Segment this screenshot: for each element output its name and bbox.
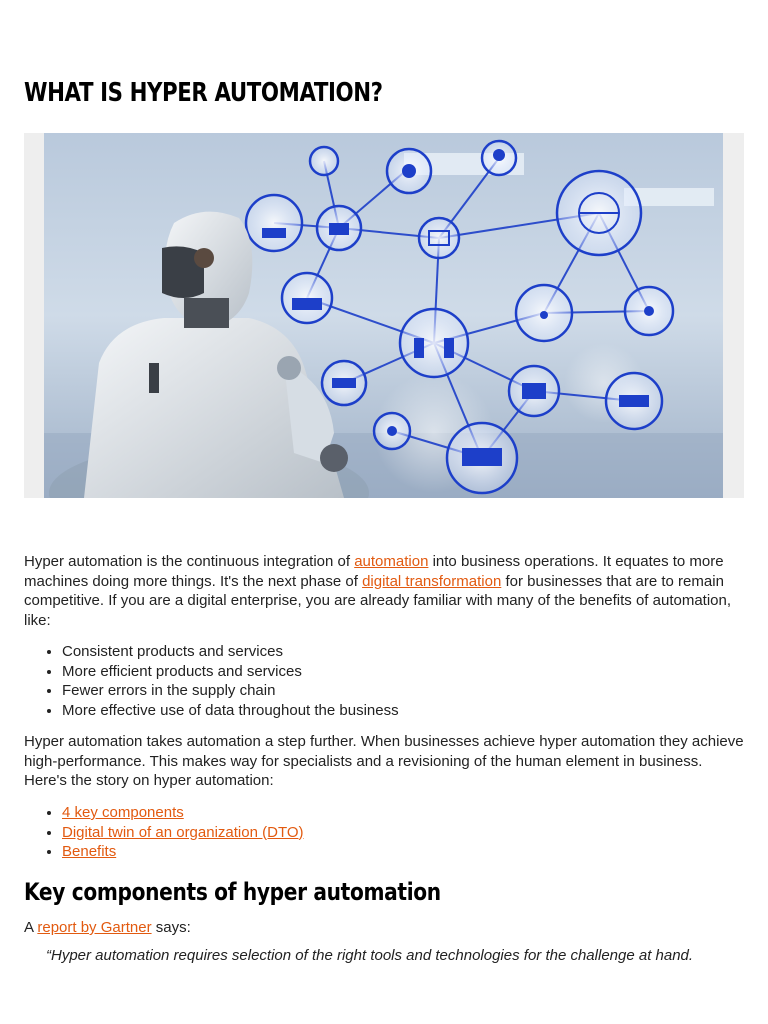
intro-paragraph: Hyper automation is the continuous integration of automation into business operations. It equates to more machines doing more things. It's the next phase of digital transformation for businesses that are to remain competitive. If you are a digital enterprise, you are already familiar with many of the benefits of automation, like:	[24, 553, 732, 629]
toc-item	[62, 803, 304, 823]
list-item: • More efficient products and services	[62, 662, 399, 682]
toc-item	[62, 842, 304, 862]
list-item: • More effective use of data throughout the business	[62, 701, 399, 721]
toc-link-key-components[interactable]: 4 key components	[62, 804, 184, 821]
toc-link-benefits[interactable]: Benefits	[62, 843, 117, 860]
hero-image	[44, 133, 723, 498]
table-of-contents	[24, 803, 304, 862]
section-title: Key components of hyper automation	[24, 878, 441, 906]
toc-item	[62, 823, 304, 843]
digital-transformation-link[interactable]: digital transformation	[362, 572, 502, 590]
list-item: • Consistent products and services	[62, 642, 399, 662]
page-title: WHAT IS HYPER AUTOMATION?	[24, 78, 383, 108]
gartner-report-link[interactable]: report by Gartner	[37, 919, 152, 936]
gartner-quote: “Hyper automation requires selection of the right tools and technologies for the challenge at hand.	[46, 947, 694, 964]
hyper-automation-paragraph: Hyper automation takes automation a step further. When businesses achieve hyper automation they achieve high-performance. This makes way for specialists and a revisioning of the human element in business. Here's the story on hyper automation:	[24, 733, 744, 789]
benefits-list	[24, 642, 399, 720]
toc-link-digital-twin[interactable]: Digital twin of an organization (DTO)	[62, 823, 304, 841]
gartner-intro: A report by Gartner says:	[24, 919, 191, 936]
automation-link[interactable]: automation	[354, 553, 429, 570]
list-item: • Fewer errors in the supply chain	[62, 681, 399, 701]
